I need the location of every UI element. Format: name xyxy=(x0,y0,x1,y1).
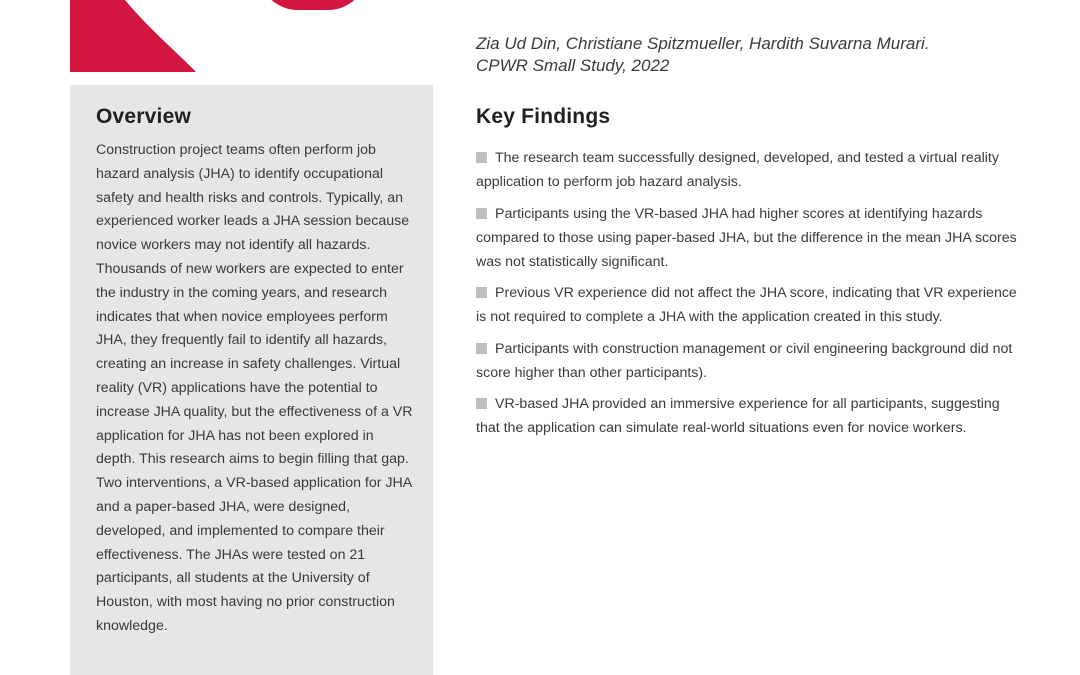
finding-text: Participants with construction management or civil engineering background did not score higher than other participants). xyxy=(476,340,1013,381)
red-arc-shape xyxy=(258,0,368,10)
square-bullet-icon xyxy=(476,343,487,354)
square-bullet-icon xyxy=(476,287,487,298)
finding-item xyxy=(476,146,1021,194)
overview-body: Construction project teams often perform job hazard analysis (JHA) to identify occupational safety and health risks and controls. Typically, an experienced worker leads a JHA session because novice workers may not identify all hazards. Thousands of new workers are expected to enter the industry in the coming years, and research indicates that when novice employees perform JHA, they frequently fail to identify all hazards, creating an increase in safety challenges. Virtual reality (VR) applications have the potential to increase JHA quality, but the effectiveness of a VR application for JHA has not been explored in depth. This research aims to begin filling that gap. Two interventions, a VR-based application for JHA and a paper-based JHA, were designed, developed, and implemented to compare their effectiveness. The JHAs were tested on 21 participants, all students at the University of Houston, with most having no prior construction knowledge. xyxy=(96,142,413,634)
overview-heading: Overview xyxy=(96,105,191,128)
finding-item xyxy=(476,392,1021,440)
source-line: CPWR Small Study, 2022 xyxy=(476,56,670,75)
overview-panel xyxy=(70,85,433,675)
square-bullet-icon xyxy=(476,208,487,219)
key-findings-heading: Key Findings xyxy=(476,105,611,128)
finding-text: Previous VR experience did not affect the JHA score, indicating that VR experience is not required to complete a JHA with the application created in this study. xyxy=(476,285,1017,325)
finding-text: VR-based JHA provided an immersive experience for all participants, suggesting that the application can simulate real-world situations even for novice workers. xyxy=(476,396,1000,436)
finding-item xyxy=(476,281,1021,329)
key-findings-section xyxy=(476,105,1021,448)
finding-text: Participants using the VR-based JHA had higher scores at identifying hazards compared to those using paper-based JHA, but the difference in the mean JHA scores was not statistically significant. xyxy=(476,205,1017,270)
authors-line: Zia Ud Din, Christiane Spitzmueller, Hardith Suvarna Murari. xyxy=(476,34,930,53)
red-logo-shape xyxy=(70,0,196,72)
findings-list xyxy=(476,146,1021,440)
author-citation xyxy=(476,33,930,77)
finding-item xyxy=(476,202,1021,274)
square-bullet-icon xyxy=(476,398,487,409)
finding-item xyxy=(476,337,1021,385)
finding-text: The research team successfully designed, developed, and tested a virtual reality application to perform job hazard analysis. xyxy=(476,150,999,190)
square-bullet-icon xyxy=(476,152,487,163)
